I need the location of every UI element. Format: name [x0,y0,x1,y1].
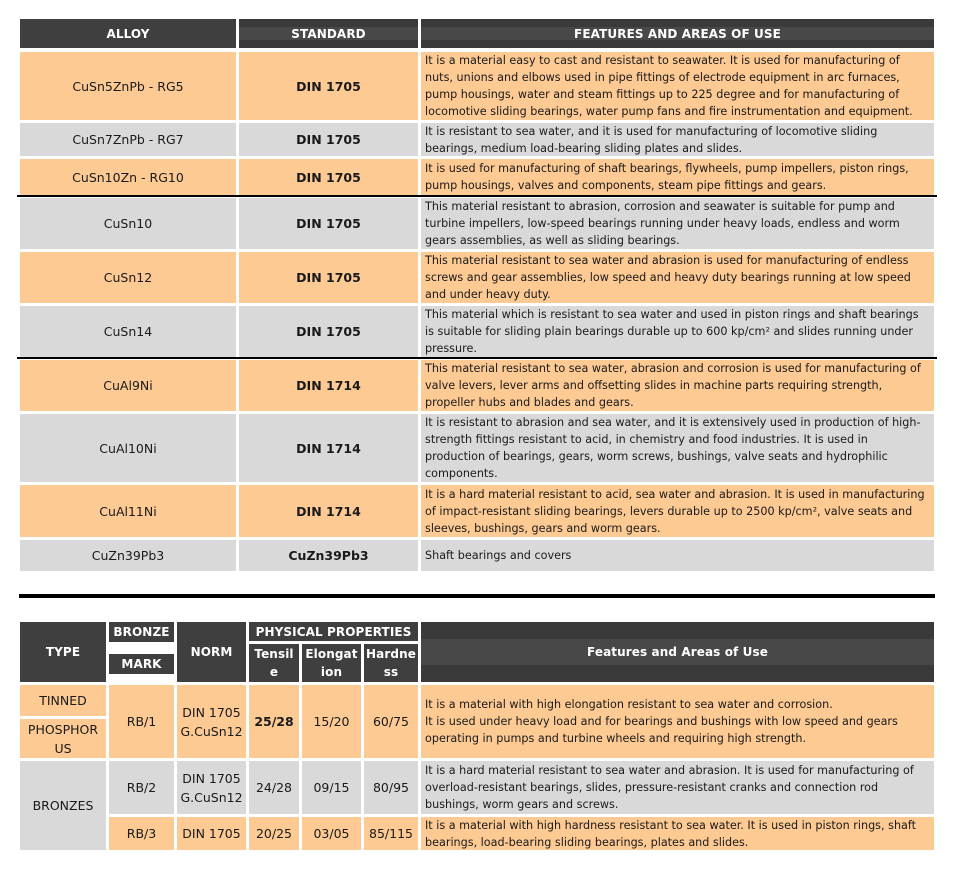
features-cell [421,485,934,537]
alloy-cell: CuAl9Ni [20,360,236,411]
header-features: FEATURES AND AREAS OF USE [421,19,934,48]
features-text: This material resistant to sea water, abrasion and corrosion is used for manufacturing of valve levers, lever arms and offsetting slides in machine parts requiring strength, propeller hubs and blades and gears. [425,362,921,409]
alloy-cell: CuSn5ZnPb - RG5 [20,52,236,120]
header-bronze: BRONZE [109,622,174,642]
alloy-cell: CuSn10Zn - RG10 [20,159,236,195]
group-divider [17,357,937,359]
mark-cell: RB/1 [109,685,174,758]
features-cell [421,360,934,411]
elongation-cell: 03/05 [302,817,361,850]
standard-cell: DIN 1705 [239,159,418,195]
features-text: It is resistant to abrasion and sea water, and it is extensively used in production of high-strength fittings resistant to acid, in chemistry and food industries. It is used in production of bearings, gears, worm screws, bushings, valve seats and hydrophilic components. [425,416,921,480]
type-tinned: TINNED [20,685,106,716]
standard-cell: DIN 1714 [239,414,418,482]
features-text: It is a hard material resistant to acid, sea water and abrasion. It is used in manufacturing of impact-resistant sliding bearings, levers durable up to 2500 kp/cm², valve seats and sleeves, bushings, gears and worm gears. [425,487,925,535]
tensile-cell: 24/28 [249,761,299,814]
alloy-cell: CuSn12 [20,252,236,303]
header-norm: NORM [177,622,246,682]
features-text: It is a material with high hardness resistant to sea water. It is used in piston rings, shaft bearings, load-bearing sliding bearings, plates and slides. [425,818,917,849]
standard-cell: DIN 1714 [239,485,418,537]
alloy-cell: CuAl11Ni [20,485,236,537]
features-text: It is used under heavy load and for bearings and bushings with low speed and gears operating in pumps and turbine wheels and requiring high strength. [425,715,898,745]
alloy-cell: CuSn14 [20,306,236,357]
standard-cell: DIN 1705 [239,306,418,357]
header-alloy: ALLOY [20,19,236,48]
features-text: This material which is resistant to sea water and used in piston rings and shaft bearings is suitable for sliding plain bearings durable up to 600 kp/cm² and slides running under pressure. [425,308,919,355]
features-cell [421,306,934,357]
features-cell [421,52,934,120]
standard-cell: DIN 1714 [239,360,418,411]
standard-cell: CuZn39Pb3 [239,540,418,571]
features-cell [421,198,934,249]
header-type: TYPE [20,622,106,682]
features-text: It is a material easy to cast and resistant to seawater. It is used for manufacturing of nuts, unions and elbows used in pipe fittings of electrode equipment in arc furnaces, pump housings, water and steam fittings up to 225 degree and for manufacturing of locomotive sliding bearings, water pump fans and fire instrumentation and equipment. [425,54,913,118]
section-separator [19,594,935,598]
standard-cell: DIN 1705 [239,52,418,120]
header-hardness [364,644,418,682]
features-cell [421,685,934,758]
header-tensile-line2: e [269,665,279,679]
standard-cell: DIN 1705 [239,198,418,249]
features-text: It is a material with high elongation resistant to sea water and corrosion. [425,698,833,711]
header-physical-properties: PHYSICAL PROPERTIES [249,622,418,641]
elongation-cell: 09/15 [302,761,361,814]
hardness-cell: 60/75 [364,685,418,758]
type-phosphorus-line1: PHOSPHOR [27,721,99,737]
features-cell [421,123,934,156]
norm-line2: G.CuSn12 [180,723,243,739]
features-cell [421,540,934,571]
features-text: This material resistant to abrasion, corrosion and seawater is suitable for pump and turbine impellers, low-speed bearings running under heavy loads, endless and worm gears assemblies, as well as sliding bearings. [425,200,900,247]
features-cell [421,817,934,850]
tensile-cell: 20/25 [249,817,299,850]
header-features: Features and Areas of Use [421,622,934,682]
tensile-cell: 25/28 [249,685,299,758]
norm-line1: DIN 1705 [182,704,241,720]
header-hardness-line1: Hardne [366,647,416,661]
features-text: It is resistant to sea water, and it is used for manufacturing of locomotive sliding bearings, medium load-bearing sliding plates and slides. [425,124,878,155]
standard-cell: DIN 1705 [239,123,418,156]
header-elongation-line1: Elongat [305,647,358,661]
alloy-cell: CuZn39Pb3 [20,540,236,571]
standard-cell: DIN 1705 [239,252,418,303]
header-tensile [249,644,299,682]
header-elongation [302,644,361,682]
features-text: This material resistant to sea water and abrasion is used for manufacturing of endless screws and gear assemblies, low speed and heavy duty bearings running at low speed and under heavy duty. [425,254,911,301]
features-cell [421,761,934,814]
features-cell [421,414,934,482]
header-elongation-line2: ion [320,665,343,679]
features-text: Shaft bearings and covers [425,549,572,562]
group-divider [17,195,937,197]
type-phosphorus [20,719,106,758]
features-text: It is a hard material resistant to sea water and abrasion. It is used for manufacturing of overload-resistant bearings, slides, pressure-resistant cranks and connection rod bushings, worm gears and screws. [425,764,914,811]
header-hardness-line2: ss [383,665,399,679]
header-mark: MARK [109,654,174,674]
norm-cell [177,761,246,814]
features-cell [421,252,934,303]
norm-cell: DIN 1705 [177,817,246,850]
hardness-cell: 85/115 [364,817,418,850]
alloy-cell: CuAl10Ni [20,414,236,482]
norm-line2: G.CuSn12 [180,789,243,805]
mark-cell: RB/2 [109,761,174,814]
elongation-cell: 15/20 [302,685,361,758]
mark-cell: RB/3 [109,817,174,850]
alloy-cell: CuSn7ZnPb - RG7 [20,123,236,156]
header-standard: STANDARD [239,19,418,48]
norm-cell [177,685,246,758]
hardness-cell: 80/95 [364,761,418,814]
features-cell [421,159,934,195]
features-text: It is used for manufacturing of shaft bearings, flywheels, pump impellers, piston rings, pump housings, valves and components, steam pipe fittings and gears. [425,162,909,192]
type-bronzes: BRONZES [20,761,106,850]
norm-line1: DIN 1705 [182,770,241,786]
alloy-cell: CuSn10 [20,198,236,249]
header-tensile-line1: Tensil [254,647,294,661]
type-phosphorus-line2: US [54,740,72,756]
